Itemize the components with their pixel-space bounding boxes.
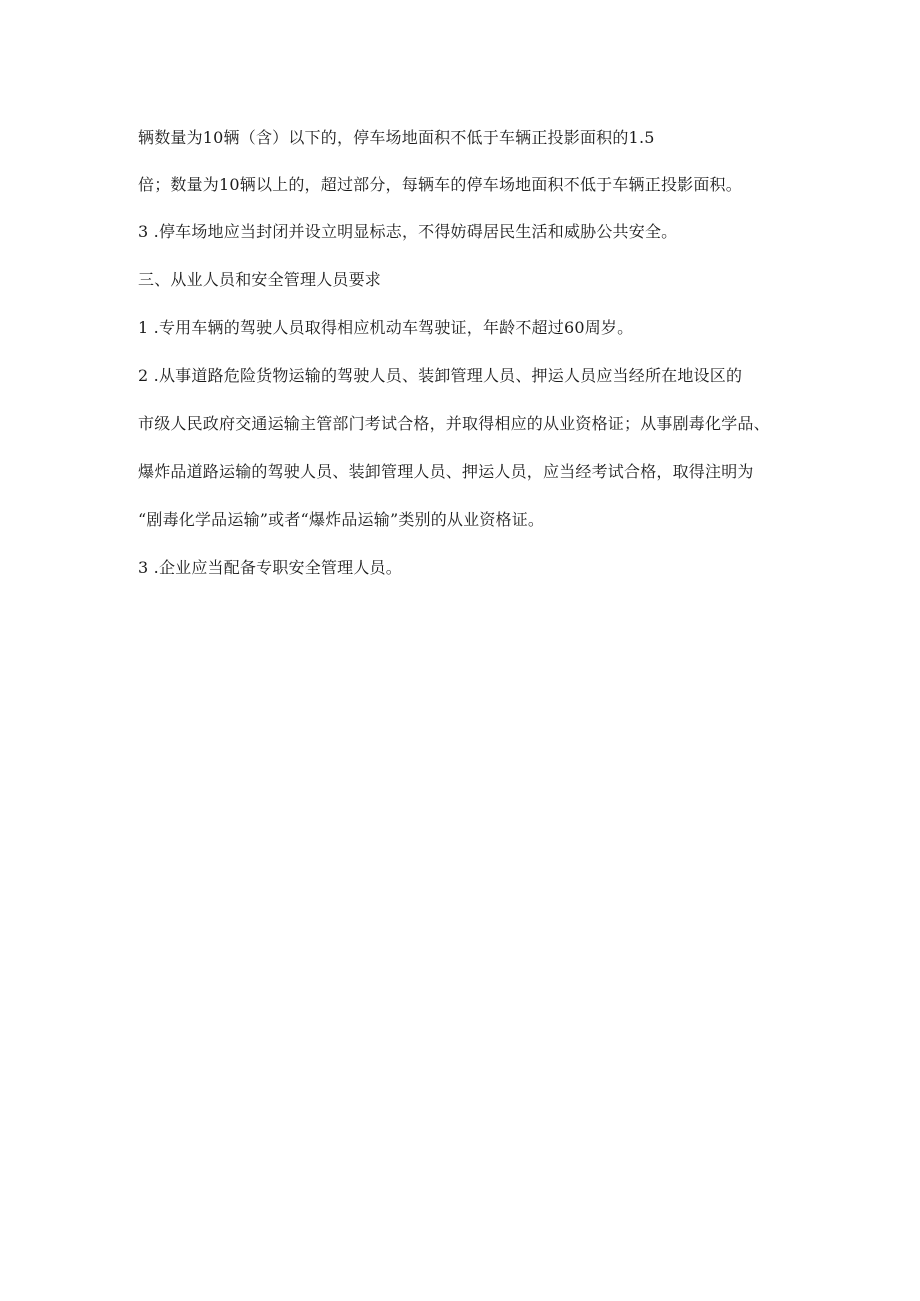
document-body — [138, 121, 798, 585]
list-item-drivers-1: 1 .专用车辆的驾驶人员取得相应机动车驾驶证，年龄不超过60周岁。 — [138, 318, 634, 337]
paragraph-line-1: 辆数量为10辆（含）以下的，停车场地面积不低于车辆正投影面积的1.5 — [138, 128, 655, 147]
list-item-qualification-2-cont-1: 市级人民政府交通运输主管部门考试合格，并取得相应的从业资格证；从事剧毒化学品、 — [138, 414, 770, 433]
list-item-parking-3: 3 .停车场地应当封闭并设立明显标志，不得妨碍居民生活和威胁公共安全。 — [138, 222, 678, 241]
list-item-qualification-2-cont-3: “剧毒化学品运输”或者“爆炸品运输”类别的从业资格证。 — [138, 510, 545, 529]
list-item-qualification-2: 2 .从事道路危险货物运输的驾驶人员、装卸管理人员、押运人员应当经所在地设区的 — [138, 366, 743, 385]
section-heading-personnel: 三、从业人员和安全管理人员要求 — [138, 270, 382, 289]
list-item-safety-manager-3: 3 .企业应当配备专职安全管理人员。 — [138, 558, 402, 577]
list-item-qualification-2-cont-2: 爆炸品道路运输的驾驶人员、装卸管理人员、押运人员，应当经考试合格，取得注明为 — [138, 462, 754, 481]
paragraph-line-2: 倍；数量为10辆以上的，超过部分，每辆车的停车场地面积不低于车辆正投影面积。 — [138, 175, 742, 194]
